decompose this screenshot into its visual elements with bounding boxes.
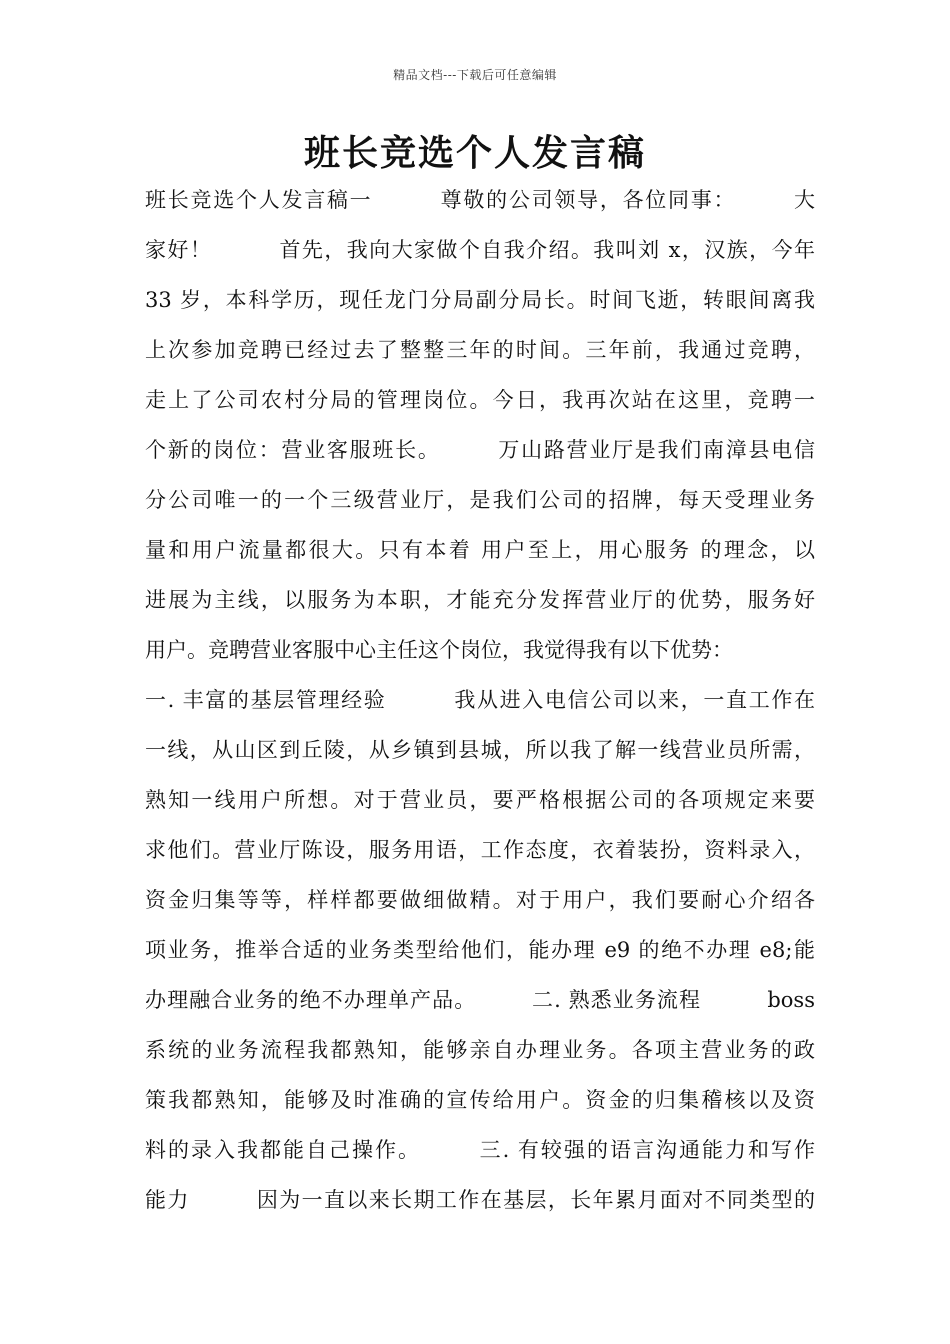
body-text (145, 178, 815, 1228)
text-line: 系统的业务流程我都熟知，能够亲自办理业务。各项主营业务的政 (145, 1038, 815, 1062)
text-line: 料的录入我都能自己操作。 三. 有较强的语言沟通能力和写作 (145, 1138, 815, 1162)
text-line: 班长竞选个人发言稿一 尊敬的公司领导，各位同事： 大 (145, 188, 815, 212)
text-line: 33 岁，本科学历，现任龙门分局副分局长。时间飞逝，转眼间离我 (145, 288, 815, 312)
header-note: 精品文档---下载后可任意编辑 (393, 68, 557, 82)
text-line: 熟知一线用户所想。对于营业员，要严格根据公司的各项规定来要 (145, 788, 815, 812)
text-line: 能力 因为一直以来长期工作在基层，长年累月面对不同类型的 (145, 1188, 815, 1212)
text-line: 项业务，推举合适的业务类型给他们，能办理 e9 的绝不办理 e8;能 (145, 938, 815, 962)
text-line: 个新的岗位：营业客服班长。 万山路营业厅是我们南漳县电信 (145, 438, 815, 462)
text-line: 一. 丰富的基层管理经验 我从进入电信公司以来，一直工作在 (145, 688, 815, 712)
text-line: 资金归集等等，样样都要做细做精。对于用户，我们要耐心介绍各 (145, 888, 815, 912)
text-line: 求他们。营业厅陈设，服务用语，工作态度，衣着装扮，资料录入， (145, 838, 815, 862)
text-line: 进展为主线，以服务为本职，才能充分发挥营业厅的优势，服务好 (145, 588, 815, 612)
text-line: 一线，从山区到丘陵，从乡镇到县城，所以我了解一线营业员所需， (145, 738, 815, 762)
text-line: 分公司唯一的一个三级营业厅，是我们公司的招牌，每天受理业务 (145, 488, 815, 512)
text-line: 量和用户流量都很大。只有本着 用户至上，用心服务 的理念，以 (145, 538, 815, 562)
document-title: 班长竞选个人发言稿 (303, 132, 646, 174)
text-line: 用户。竞聘营业客服中心主任这个岗位，我觉得我有以下优势： (145, 638, 733, 662)
text-line: 家好！ 首先，我向大家做个自我介绍。我叫刘 x，汉族，今年 (145, 238, 815, 262)
text-line: 办理融合业务的绝不办理单产品。 二. 熟悉业务流程 boss (145, 988, 815, 1012)
text-line: 策我都熟知，能够及时准确的宣传给用户。资金的归集稽核以及资 (145, 1088, 815, 1112)
text-line: 上次参加竞聘已经过去了整整三年的时间。三年前，我通过竞聘， (145, 338, 815, 362)
text-line: 走上了公司农村分局的管理岗位。今日，我再次站在这里，竞聘一 (145, 388, 815, 412)
